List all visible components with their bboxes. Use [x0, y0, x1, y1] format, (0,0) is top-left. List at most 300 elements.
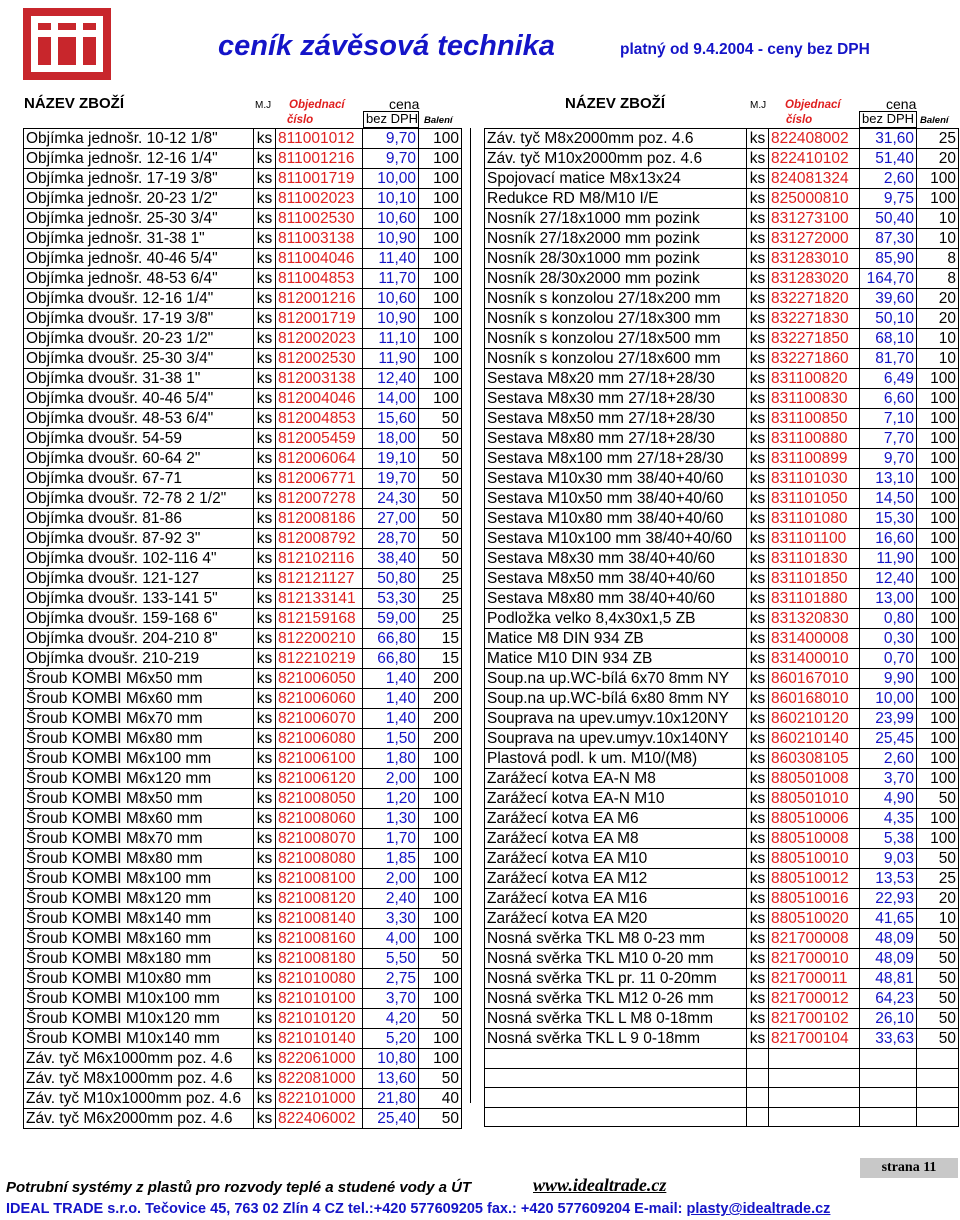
item-code: 832271820	[769, 289, 860, 309]
table-row	[24, 669, 462, 689]
item-unit: ks	[254, 949, 276, 969]
item-unit: ks	[747, 309, 769, 329]
item-unit: ks	[747, 129, 769, 149]
website-link[interactable]: www.idealtrade.cz	[533, 1175, 667, 1195]
item-pack: 50	[917, 849, 959, 869]
item-pack: 50	[917, 989, 959, 1009]
item-pack: 100	[917, 589, 959, 609]
item-price: 53,30	[363, 589, 419, 609]
table-row	[24, 209, 462, 229]
spacer-row	[471, 733, 485, 753]
item-name: Objímka dvoušr. 67-71	[24, 469, 254, 489]
item-name: Nosná svěrka TKL L 9 0-18mm	[485, 1029, 747, 1049]
table-row	[485, 549, 959, 569]
item-code: 821700012	[769, 989, 860, 1009]
item-name: Šroub KOMBI M6x70 mm	[24, 709, 254, 729]
item-name: Sestava M8x80 mm 27/18+28/30	[485, 429, 747, 449]
item-unit: ks	[254, 449, 276, 469]
spacer-cell	[471, 713, 485, 733]
item-unit: ks	[254, 349, 276, 369]
item-name: Objímka dvoušr. 17-19 3/8"	[24, 309, 254, 329]
item-unit: ks	[747, 649, 769, 669]
spacer-row	[471, 323, 485, 343]
item-code: 831100830	[769, 389, 860, 409]
table-row	[485, 369, 959, 389]
item-price: 12,40	[363, 369, 419, 389]
item-unit: ks	[747, 289, 769, 309]
table-row	[24, 1049, 462, 1069]
item-unit: ks	[254, 929, 276, 949]
table-row	[24, 929, 462, 949]
item-name: Objímka dvoušr. 81-86	[24, 509, 254, 529]
item-price: 7,10	[860, 409, 917, 429]
item-pack: 50	[419, 449, 462, 469]
item-unit: ks	[747, 989, 769, 1009]
item-unit: ks	[254, 269, 276, 289]
item-unit: ks	[254, 529, 276, 549]
table-row	[485, 749, 959, 769]
table-row	[24, 969, 462, 989]
item-price: 33,63	[860, 1029, 917, 1049]
table-row	[24, 369, 462, 389]
item-name: Zarážecí kotva EA M20	[485, 909, 747, 929]
item-unit: ks	[747, 909, 769, 929]
item-name: Šroub KOMBI M8x60 mm	[24, 809, 254, 829]
item-pack: 50	[917, 969, 959, 989]
spacer-row	[471, 616, 485, 636]
col-header-cena: cena	[389, 96, 420, 112]
item-name: Zarážecí kotva EA-N M8	[485, 769, 747, 789]
item-unit: ks	[747, 449, 769, 469]
item-code: 812001719	[276, 309, 363, 329]
item-code: 812133141	[276, 589, 363, 609]
item-price: 12,40	[860, 569, 917, 589]
item-code	[769, 1068, 860, 1088]
table-row	[24, 189, 462, 209]
item-code: 811001216	[276, 149, 363, 169]
item-price: 81,70	[860, 349, 917, 369]
item-pack: 100	[419, 169, 462, 189]
spacer-cell	[471, 460, 485, 480]
item-unit	[747, 1107, 769, 1127]
spacer-cell	[471, 187, 485, 207]
item-name: Souprava na upev.umyv.10x120NY	[485, 709, 747, 729]
item-code: 821006120	[276, 769, 363, 789]
item-code: 832271830	[769, 309, 860, 329]
item-price: 48,09	[860, 929, 917, 949]
table-row	[485, 989, 959, 1009]
item-pack: 10	[917, 229, 959, 249]
table-row	[485, 169, 959, 189]
item-name: Záv. tyč M8x2000mm poz. 4.6	[485, 129, 747, 149]
item-unit: ks	[747, 589, 769, 609]
col-header-cislo-right: číslo	[786, 114, 813, 126]
item-name: Nosník 28/30x1000 mm pozink	[485, 249, 747, 269]
item-unit: ks	[254, 669, 276, 689]
item-code: 822061000	[276, 1049, 363, 1069]
item-unit: ks	[254, 789, 276, 809]
item-price: 87,30	[860, 229, 917, 249]
item-unit: ks	[747, 809, 769, 829]
spacer-cell	[471, 499, 485, 519]
spacer-row	[471, 557, 485, 577]
item-code: 821010120	[276, 1009, 363, 1029]
spacer-row	[471, 908, 485, 928]
item-unit: ks	[254, 629, 276, 649]
spacer-row	[471, 518, 485, 538]
item-price: 1,40	[363, 669, 419, 689]
item-code: 811002023	[276, 189, 363, 209]
spacer-row	[471, 1084, 485, 1104]
item-pack: 100	[917, 409, 959, 429]
spacer-row	[471, 986, 485, 1006]
item-pack: 50	[917, 1009, 959, 1029]
item-name: Objímka dvoušr. 60-64 2"	[24, 449, 254, 469]
item-code: 821006050	[276, 669, 363, 689]
item-code: 831101080	[769, 509, 860, 529]
item-price: 48,09	[860, 949, 917, 969]
item-pack: 200	[419, 729, 462, 749]
item-name	[485, 1049, 747, 1069]
item-name: Šroub KOMBI M10x80 mm	[24, 969, 254, 989]
item-pack: 100	[917, 769, 959, 789]
item-code: 880510008	[769, 829, 860, 849]
table-row	[485, 689, 959, 709]
table-row	[24, 629, 462, 649]
item-code: 821006060	[276, 689, 363, 709]
spacer-column	[470, 128, 485, 1103]
item-pack	[917, 1068, 959, 1088]
spacer-cell	[471, 674, 485, 694]
spacer-row	[471, 362, 485, 382]
table-row	[485, 1009, 959, 1029]
item-pack: 100	[419, 849, 462, 869]
item-unit: ks	[254, 649, 276, 669]
spacer-row	[471, 284, 485, 304]
item-price: 5,20	[363, 1029, 419, 1049]
item-unit: ks	[254, 549, 276, 569]
item-name: Sestava M10x100 mm 38/40+40/60	[485, 529, 747, 549]
email-link[interactable]: plasty@idealtrade.cz	[686, 1201, 831, 1217]
table-row	[24, 749, 462, 769]
item-code: 811002530	[276, 209, 363, 229]
item-price: 1,40	[363, 709, 419, 729]
item-unit: ks	[747, 529, 769, 549]
item-pack: 8	[917, 269, 959, 289]
price-table-right	[484, 128, 959, 1127]
spacer-cell	[471, 343, 485, 363]
item-name: Nosník 28/30x2000 mm pozink	[485, 269, 747, 289]
item-name: Objímka jednošr. 20-23 1/2"	[24, 189, 254, 209]
spacer-cell	[471, 694, 485, 714]
item-unit: ks	[254, 149, 276, 169]
item-pack: 100	[419, 909, 462, 929]
item-pack: 100	[419, 289, 462, 309]
item-unit: ks	[747, 609, 769, 629]
item-code: 821700104	[769, 1029, 860, 1049]
spacer-row	[471, 1064, 485, 1084]
item-price	[860, 1049, 917, 1069]
item-unit: ks	[747, 829, 769, 849]
spacer-row	[471, 479, 485, 499]
item-pack: 50	[419, 949, 462, 969]
spacer-row	[471, 1006, 485, 1026]
item-name: Šroub KOMBI M10x120 mm	[24, 1009, 254, 1029]
spacer-cell	[471, 284, 485, 304]
table-row	[485, 129, 959, 149]
item-code: 812008792	[276, 529, 363, 549]
item-pack: 20	[917, 309, 959, 329]
item-price: 13,00	[860, 589, 917, 609]
item-unit: ks	[747, 209, 769, 229]
table-row	[485, 329, 959, 349]
item-code: 821006100	[276, 749, 363, 769]
item-name: Objímka jednošr. 17-19 3/8"	[24, 169, 254, 189]
item-unit: ks	[747, 249, 769, 269]
item-name: Objímka dvoušr. 12-16 1/4"	[24, 289, 254, 309]
item-price: 6,49	[860, 369, 917, 389]
item-name: Šroub KOMBI M6x60 mm	[24, 689, 254, 709]
company-logo	[23, 8, 111, 80]
item-pack: 50	[419, 469, 462, 489]
item-name: Sestava M8x80 mm 38/40+40/60	[485, 589, 747, 609]
item-code: 812004046	[276, 389, 363, 409]
item-pack: 200	[419, 709, 462, 729]
item-name: Soup.na up.WC-bílá 6x70 8mm NY	[485, 669, 747, 689]
table-row	[24, 649, 462, 669]
item-price: 14,50	[860, 489, 917, 509]
item-pack: 200	[419, 669, 462, 689]
table-row	[485, 269, 959, 289]
price-table-left	[23, 128, 462, 1129]
item-code: 822101000	[276, 1089, 363, 1109]
item-pack: 100	[917, 389, 959, 409]
item-price: 50,10	[860, 309, 917, 329]
item-pack: 20	[917, 149, 959, 169]
table-row	[485, 709, 959, 729]
item-unit: ks	[747, 1009, 769, 1029]
item-price: 23,99	[860, 709, 917, 729]
item-price: 66,80	[363, 649, 419, 669]
item-price: 4,00	[363, 929, 419, 949]
item-name: Nosná svěrka TKL M10 0-20 mm	[485, 949, 747, 969]
table-row	[24, 429, 462, 449]
table-row	[24, 1089, 462, 1109]
table-row	[485, 449, 959, 469]
item-unit: ks	[254, 229, 276, 249]
item-pack: 100	[917, 489, 959, 509]
item-pack: 100	[917, 709, 959, 729]
spacer-cell	[471, 635, 485, 655]
spacer-cell	[471, 967, 485, 987]
table-row	[24, 489, 462, 509]
table-row	[485, 969, 959, 989]
table-row	[24, 1109, 462, 1129]
spacer-cell	[471, 869, 485, 889]
col-header-baleni-right: Balení	[920, 115, 949, 126]
item-code: 822081000	[276, 1069, 363, 1089]
item-price: 1,70	[363, 829, 419, 849]
table-row	[485, 669, 959, 689]
item-name: Záv. tyč M6x1000mm poz. 4.6	[24, 1049, 254, 1069]
table-row	[24, 289, 462, 309]
item-pack: 50	[419, 1109, 462, 1129]
spacer-row	[471, 596, 485, 616]
spacer-cell	[471, 226, 485, 246]
item-pack: 100	[419, 209, 462, 229]
item-code: 812102116	[276, 549, 363, 569]
spacer-cell	[471, 830, 485, 850]
spacer-cell	[471, 557, 485, 577]
item-unit: ks	[747, 709, 769, 729]
item-pack: 50	[917, 929, 959, 949]
item-unit: ks	[254, 389, 276, 409]
item-name: Šroub KOMBI M6x100 mm	[24, 749, 254, 769]
table-row	[485, 229, 959, 249]
item-price: 16,60	[860, 529, 917, 549]
item-pack: 50	[419, 529, 462, 549]
table-row	[24, 1029, 462, 1049]
table-row	[485, 1107, 959, 1127]
item-code: 821700008	[769, 929, 860, 949]
item-price: 10,60	[363, 209, 419, 229]
item-unit: ks	[254, 569, 276, 589]
table-row	[485, 729, 959, 749]
item-unit: ks	[254, 249, 276, 269]
col-header-name: NÁZEV ZBOŽÍ	[24, 95, 124, 112]
item-code: 831100880	[769, 429, 860, 449]
item-unit: ks	[254, 169, 276, 189]
item-pack: 50	[419, 489, 462, 509]
col-header-cena-right: cena	[886, 96, 917, 112]
table-row	[485, 569, 959, 589]
item-price: 1,85	[363, 849, 419, 869]
item-code: 811004046	[276, 249, 363, 269]
spacer-cell	[471, 382, 485, 402]
item-price: 64,23	[860, 989, 917, 1009]
item-pack: 100	[917, 449, 959, 469]
item-price: 164,70	[860, 269, 917, 289]
item-name: Objímka dvoušr. 40-46 5/4"	[24, 389, 254, 409]
item-code: 831101850	[769, 569, 860, 589]
item-name: Zarážecí kotva EA M12	[485, 869, 747, 889]
item-price: 10,10	[363, 189, 419, 209]
spacer-cell	[471, 265, 485, 285]
spacer-row	[471, 245, 485, 265]
item-pack: 100	[917, 509, 959, 529]
item-unit: ks	[747, 229, 769, 249]
spacer-row	[471, 967, 485, 987]
item-name: Nosník s konzolou 27/18x200 mm	[485, 289, 747, 309]
table-row	[24, 709, 462, 729]
table-row	[485, 469, 959, 489]
item-code	[769, 1049, 860, 1069]
item-price: 1,50	[363, 729, 419, 749]
spacer-cell	[471, 362, 485, 382]
item-unit: ks	[747, 969, 769, 989]
table-row	[485, 949, 959, 969]
item-unit: ks	[747, 329, 769, 349]
item-name: Šroub KOMBI M8x50 mm	[24, 789, 254, 809]
item-name: Záv. tyč M8x1000mm poz. 4.6	[24, 1069, 254, 1089]
item-name: Šroub KOMBI M8x180 mm	[24, 949, 254, 969]
item-price: 10,80	[363, 1049, 419, 1069]
table-row	[485, 909, 959, 929]
item-pack: 100	[917, 629, 959, 649]
spacer-row	[471, 1045, 485, 1065]
item-name: Podložka velko 8,4x30x1,5 ZB	[485, 609, 747, 629]
item-pack: 100	[419, 129, 462, 149]
item-unit: ks	[747, 469, 769, 489]
item-price: 10,00	[860, 689, 917, 709]
table-row	[24, 509, 462, 529]
item-pack: 100	[917, 669, 959, 689]
spacer-cell	[471, 596, 485, 616]
item-pack: 100	[419, 389, 462, 409]
spacer-row	[471, 1025, 485, 1045]
item-price: 27,00	[363, 509, 419, 529]
spacer-row	[471, 401, 485, 421]
item-unit	[747, 1068, 769, 1088]
spacer-cell	[471, 421, 485, 441]
item-unit: ks	[747, 489, 769, 509]
table-row	[485, 529, 959, 549]
item-pack: 100	[419, 929, 462, 949]
item-name: Redukce RD M8/M10 I/E	[485, 189, 747, 209]
item-price: 13,53	[860, 869, 917, 889]
table-row	[485, 1068, 959, 1088]
item-unit: ks	[254, 729, 276, 749]
item-code	[769, 1088, 860, 1108]
spacer-row	[471, 889, 485, 909]
item-name: Zarážecí kotva EA M10	[485, 849, 747, 869]
item-price: 28,70	[363, 529, 419, 549]
item-code: 821008060	[276, 809, 363, 829]
item-pack: 100	[917, 169, 959, 189]
item-name: Matice M10 DIN 934 ZB	[485, 649, 747, 669]
item-price: 10,60	[363, 289, 419, 309]
col-header-objednaci-right: Objednací	[785, 99, 841, 111]
item-unit: ks	[254, 429, 276, 449]
item-unit: ks	[747, 349, 769, 369]
item-unit: ks	[254, 1029, 276, 1049]
item-name: Sestava M10x80 mm 38/40+40/60	[485, 509, 747, 529]
item-pack: 100	[419, 1029, 462, 1049]
item-unit: ks	[747, 849, 769, 869]
spacer-cell	[471, 733, 485, 753]
table-row	[485, 509, 959, 529]
item-pack: 100	[917, 369, 959, 389]
item-pack: 25	[419, 569, 462, 589]
item-code: 831400010	[769, 649, 860, 669]
item-code: 832271860	[769, 349, 860, 369]
table-row	[485, 289, 959, 309]
item-unit: ks	[254, 489, 276, 509]
spacer-row	[471, 655, 485, 675]
item-code: 860308105	[769, 749, 860, 769]
item-code: 880501010	[769, 789, 860, 809]
item-code: 812006771	[276, 469, 363, 489]
table-row	[485, 769, 959, 789]
spacer-cell	[471, 304, 485, 324]
item-code: 822406002	[276, 1109, 363, 1129]
item-unit: ks	[747, 929, 769, 949]
spacer-cell	[471, 323, 485, 343]
item-name: Objímka dvoušr. 210-219	[24, 649, 254, 669]
item-pack: 10	[917, 349, 959, 369]
item-pack: 20	[917, 289, 959, 309]
table-row	[485, 249, 959, 269]
